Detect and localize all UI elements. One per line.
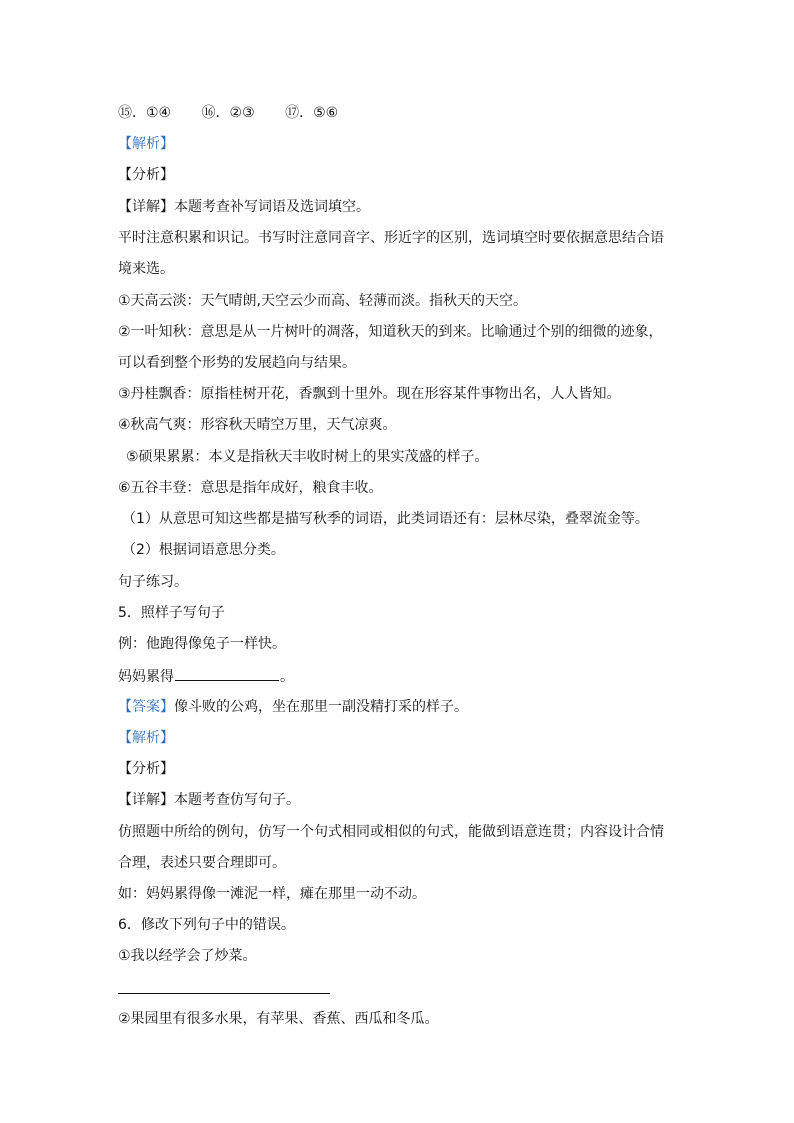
q5-prompt <box>118 666 678 686</box>
q4-sub-1: （1）从意思可知这些都是描写秋季的词语，此类词语还有：层林尽染，叠翠流金等。 <box>122 511 649 527</box>
q5-answer <box>118 698 678 716</box>
q5-prompt-before: 妈妈累得 <box>118 669 174 685</box>
q4-item-5: ⑤硕果累累：本义是指秋天丰收时树上的果实茂盛的样子。 <box>126 449 489 465</box>
answer-16: ⑯．②③ <box>201 105 255 121</box>
q4-xiangjie-text: 本题考查补写词语及选词填空。 <box>174 199 370 215</box>
q4-para-line-1: 平时注意积累和识记。书写时注意同音字、形近字的区别，选词填空时要依据意思结合语 <box>118 230 664 246</box>
q5-para-line-1: 仿照题中所给的例句，仿写一个句式相同或相似的句式，能做到语意连贯；内容设计合情 <box>118 824 664 840</box>
q4-xiangjie <box>118 198 678 216</box>
q5-example-answer: 如：妈妈累得像一滩泥一样，瘫在那里一动不动。 <box>118 886 426 902</box>
q4-xiangjie-label: 【详解】 <box>118 199 174 215</box>
q6-sentence-1: ①我以经学会了炒菜。 <box>118 948 257 964</box>
q5-para-line-2: 合理，表述只要合理即可。 <box>118 855 286 871</box>
q5-jiexi-label: 【解析】 <box>118 730 174 746</box>
q4-item-3: ③丹桂飘香：原指桂树开花，香飘到十里外。现在形容某件事物出名，人人皆知。 <box>118 386 621 402</box>
q5-answer-label: 【答案】 <box>118 699 174 715</box>
q6-answer-line-1[interactable] <box>118 993 330 994</box>
q4-jiexi-label: 【解析】 <box>118 136 174 152</box>
q4-sub-2: （2）根据词语意思分类。 <box>122 542 285 558</box>
q5-fenxi-label: 【分析】 <box>118 761 174 777</box>
q6-sentence-2: ②果园里有很多水果，有苹果、香蕉、西瓜和冬瓜。 <box>118 1011 439 1027</box>
q5-xiangjie-text: 本题考查仿写句子。 <box>174 792 300 808</box>
q4-item-2-line-2: 可以看到整个形势的发展趋向与结果。 <box>118 355 356 371</box>
q5-fill-blank[interactable] <box>175 666 279 681</box>
answer-17: ⑰．⑤⑥ <box>285 105 339 121</box>
answer-15: ⑮．①④ <box>118 105 172 121</box>
section-title: 句子练习。 <box>118 574 188 590</box>
q5-answer-text: 像斗败的公鸡，坐在那里一副没精打采的样子。 <box>174 699 468 715</box>
q5-title: 5．照样子写句子 <box>118 605 225 621</box>
q6-title: 6．修改下列句子中的错误。 <box>118 917 295 933</box>
q4-item-6: ⑥五谷丰登：意思是指年成好，粮食丰收。 <box>118 480 383 496</box>
q4-para-line-2: 境来选。 <box>118 261 174 277</box>
q4-item-4: ④秋高气爽：形容秋天晴空万里，天气凉爽。 <box>118 417 397 433</box>
q5-xiangjie <box>118 791 678 809</box>
answers-row <box>118 104 678 122</box>
q4-fenxi-label: 【分析】 <box>118 167 174 183</box>
q5-xiangjie-label: 【详解】 <box>118 792 174 808</box>
q5-example: 例：他跑得像兔子一样快。 <box>118 636 286 652</box>
q4-item-1: ①天高云淡：天气晴朗,天空云少而高、轻薄而淡。指秋天的天空。 <box>118 293 527 309</box>
q5-prompt-after: 。 <box>280 669 294 685</box>
q4-item-2-line-1: ②一叶知秋：意思是从一片树叶的凋落，知道秋天的到来。比喻通过个别的细微的迹象， <box>118 324 663 340</box>
